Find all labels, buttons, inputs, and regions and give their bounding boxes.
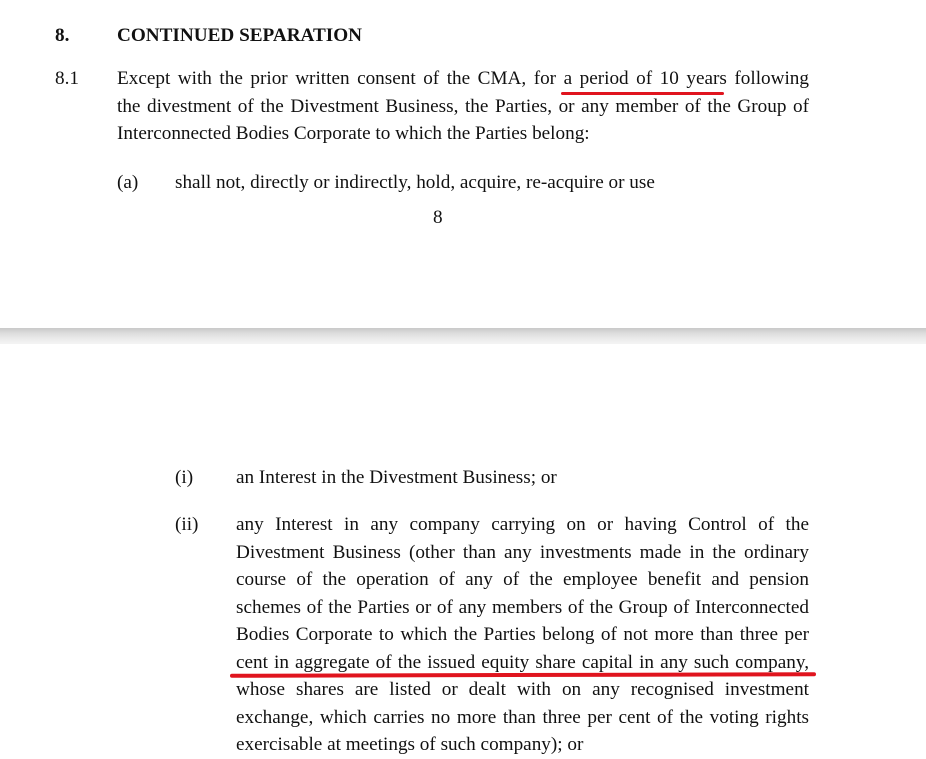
clause-8-1-text — [117, 65, 809, 148]
item-ii-line: course of the operation of any of the employee benefit and pension — [236, 569, 809, 590]
section-title: CONTINUED SEPARATION — [117, 25, 363, 46]
item-ii-line: any Interest in any company carrying on or having Control of the — [236, 514, 809, 535]
item-ii-line: whose shares are listed or dealt with on any recognised investment — [236, 679, 809, 700]
section-number: 8. — [55, 25, 70, 46]
item-ii-line: schemes of the Parties or of any members of the Group of Interconnected — [236, 596, 809, 618]
item-i-text: an Interest in the Divestment Business; or — [236, 467, 557, 488]
item-a-label: (a) — [117, 172, 139, 193]
clause-line: Interconnected Bodies Corporate to which the Parties belong: — [117, 123, 590, 144]
clause-number: 8.1 — [55, 68, 79, 89]
clause-line: the divestment of the Divestment Business, the Parties, or any member of the Group of — [117, 95, 809, 117]
item-ii-line: Bodies Corporate to which the Parties belong of not more than three per — [236, 624, 809, 645]
item-i-label: (i) — [175, 467, 194, 488]
page-number: 8 — [433, 207, 443, 228]
page-separator — [0, 328, 926, 344]
item-ii-line: exchange, which carries no more than three per cent of the voting rights — [236, 706, 809, 728]
item-ii-line: exercisable at meetings of such company); or — [236, 734, 584, 755]
item-ii-text — [236, 511, 809, 759]
item-ii-line: Divestment Business (other than any investments made in the ordinary — [236, 541, 809, 563]
red-underline-annotation — [561, 92, 724, 95]
item-ii-line: cent in aggregate of the issued equity share capital in any such company, — [236, 651, 809, 673]
document-page-top — [0, 0, 926, 328]
item-a-text: shall not, directly or indirectly, hold, acquire, re-acquire or use — [175, 172, 655, 193]
item-ii-label: (ii) — [175, 514, 199, 535]
clause-line: Except with the prior written consent of the CMA, for a period of 10 years following — [117, 68, 809, 89]
document-page-bottom — [0, 344, 926, 759]
